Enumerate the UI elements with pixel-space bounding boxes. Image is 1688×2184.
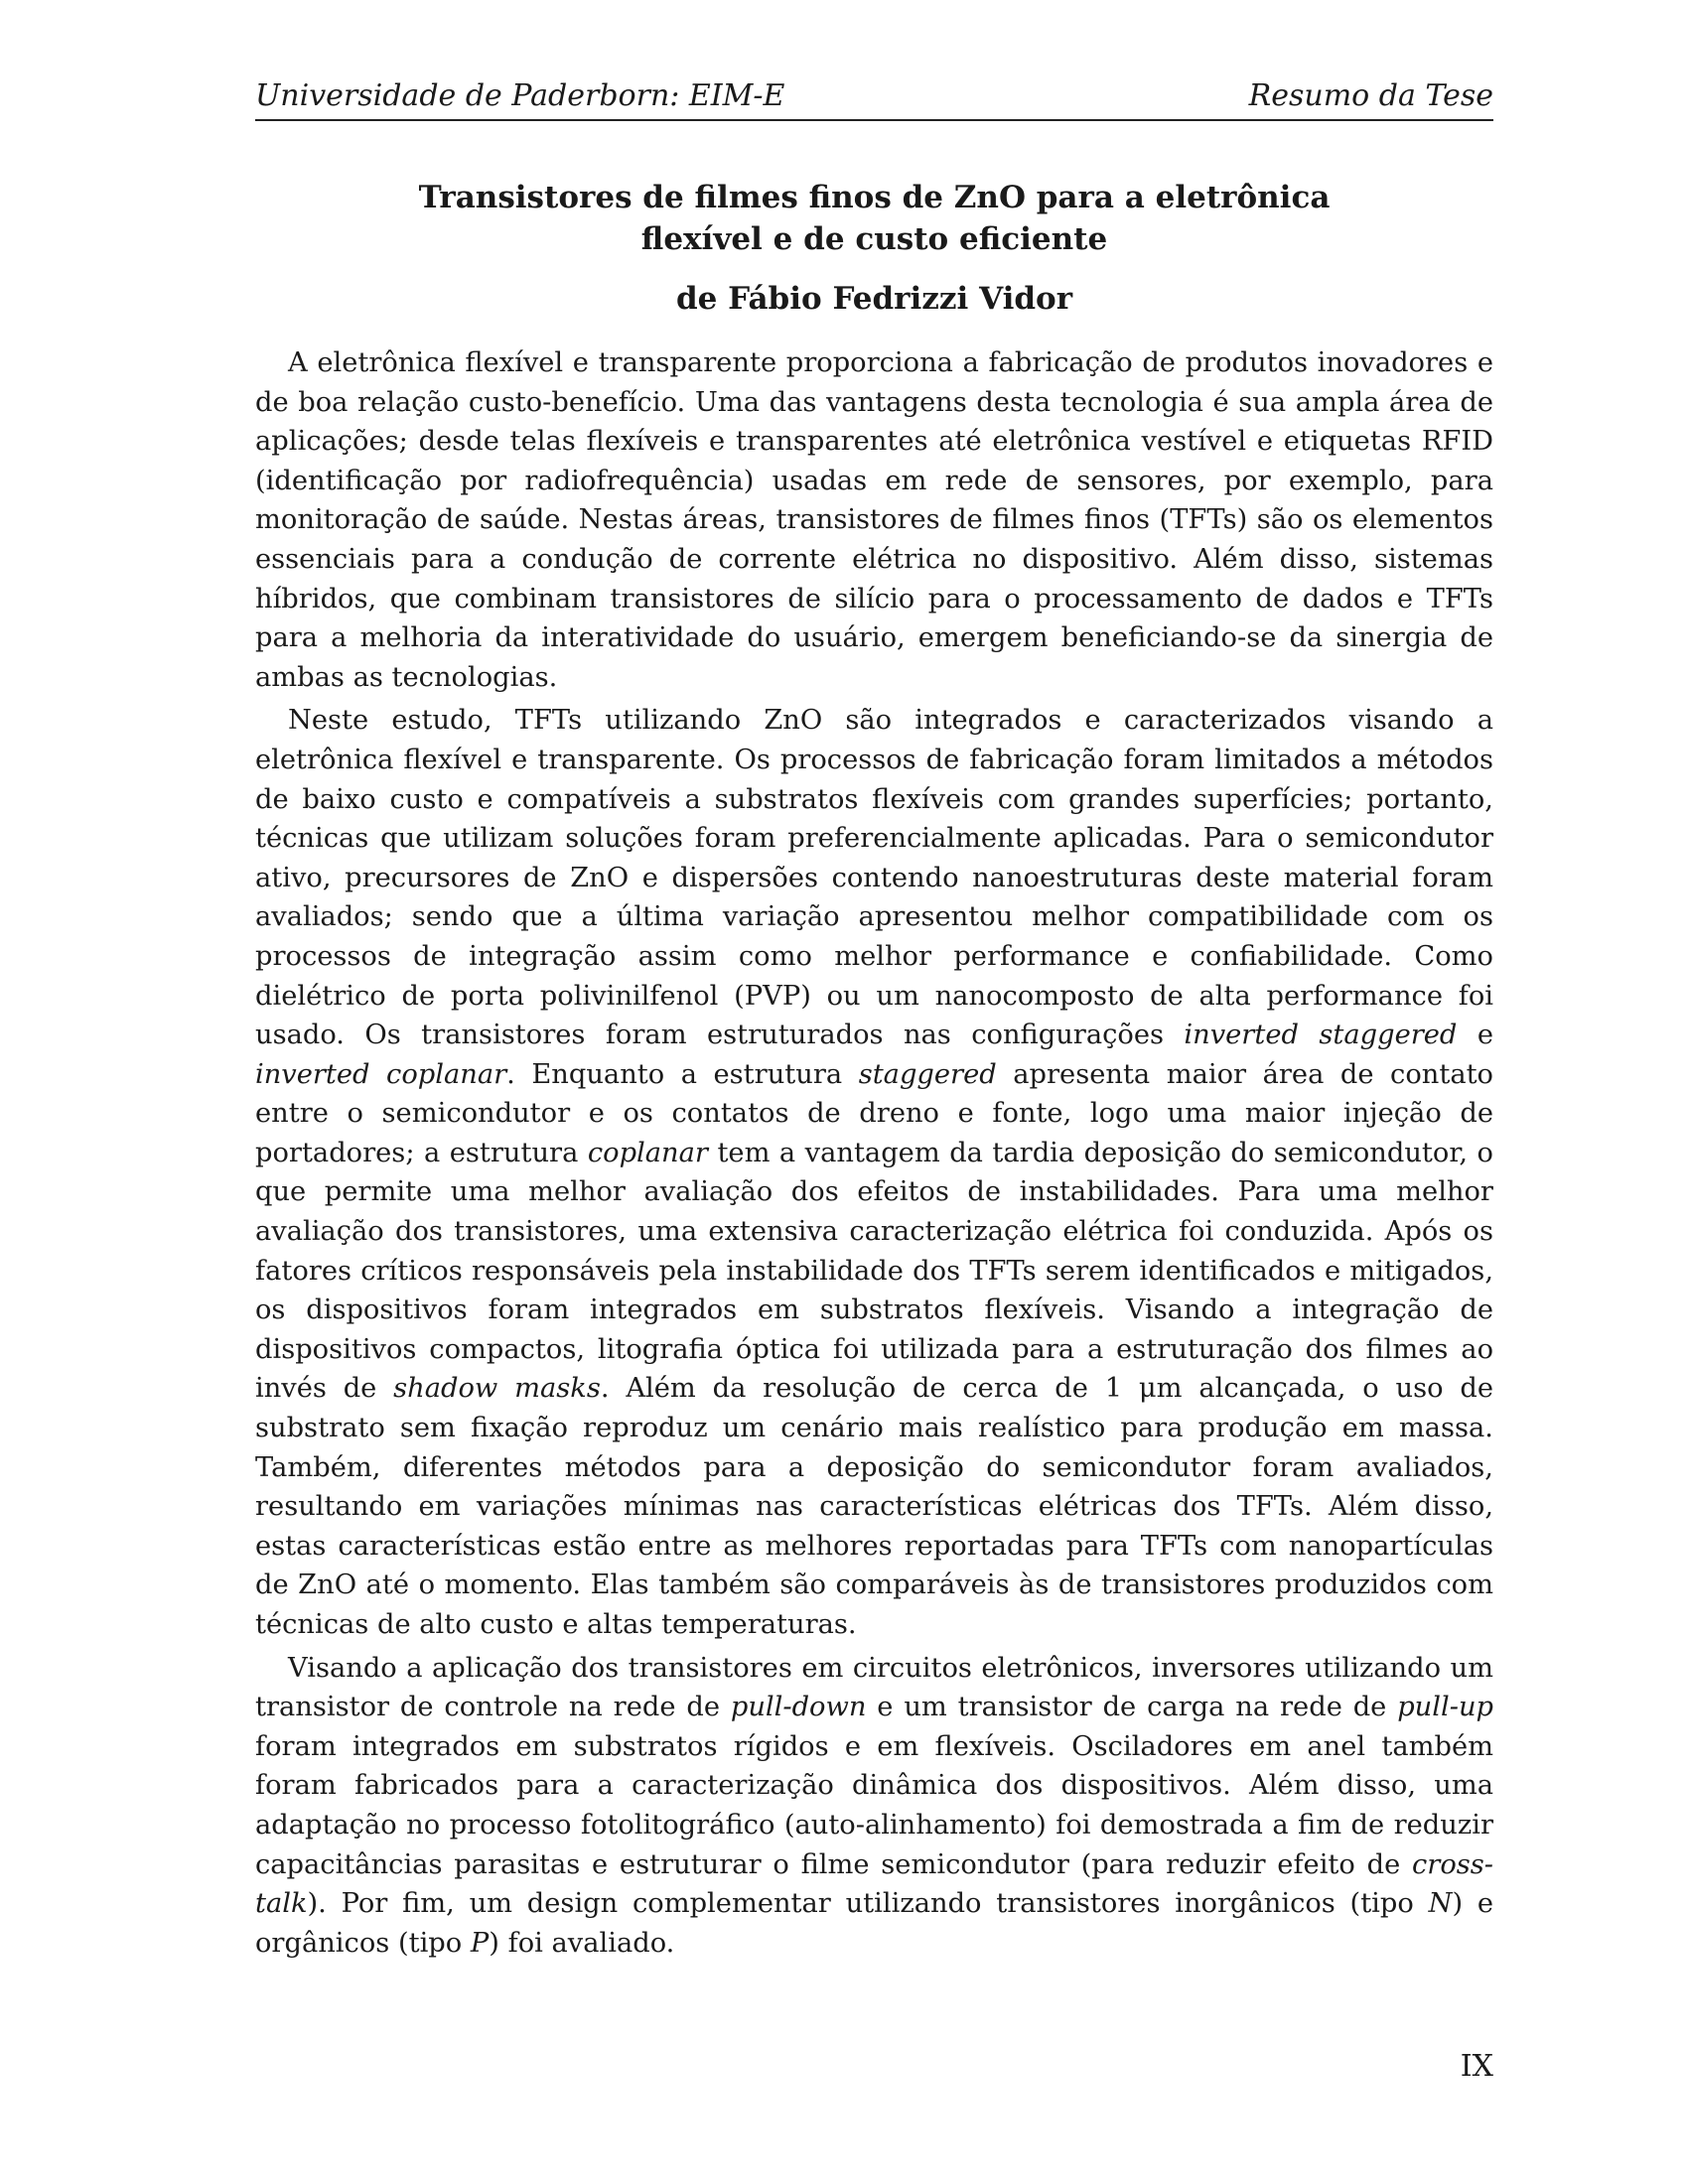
paragraph-1: A eletrônica flexível e transparente proporciona a fabricação de produtos inovadores e de boa relação custo-benefício. Uma das vantagens desta tecnologia é sua ampla área de aplicações; desde telas flexíveis e transparentes até eletrônica vestível e etiquetas RFID (identificação por radiofrequência) usadas em rede de sensores, por exemplo, para monitoração de saúde. Nestas áreas, transistores de filmes finos (TFTs) são os elementos essenciais para a condução de corrente elétrica no dispositivo. Além disso, sistemas híbridos, que combinam transistores de silício para o processamento de dados e TFTs para a melhoria da interatividade do usuário, emergem beneficiando-se da sinergia de ambas as tecnologias. (255, 347, 1493, 693)
p2-italic-5: shadow masks (393, 1373, 601, 1405)
p2-italic-4: coplanar (587, 1137, 708, 1168)
p3-text-a: Visando a aplicação dos transistores em circuitos eletrônicos, inversores utilizando um transistor de controle na rede de (255, 1652, 1493, 1723)
p2-italic-1: inverted staggered (1184, 1020, 1458, 1051)
p2-italic-3: staggered (858, 1058, 997, 1090)
p3-text-e: ) e orgânicos (tipo (255, 1888, 1494, 1959)
p2-text-a: Neste estudo, TFTs utilizando ZnO são integrados e caracterizados visando a eletrônica flexível e transparente. Os processos de fabricação foram limitados a métodos de baixo custo e compatíveis a substratos flexíveis com grandes superfícies; portanto, técnicas que utilizam soluções foram preferencialmente aplicadas. Para o semicondutor ativo, precursores de ZnO e dispersões contendo nanoestruturas deste material foram avaliados; sendo que a última variação apresentou melhor compatibilidade com os processos de integração assim como melhor performance e confiabilidade. Como dielétrico de porta polivinilfenol (PVP) ou um nanocomposto de alta performance foi usado. Os transistores foram estruturados nas configurações (255, 705, 1493, 1051)
p3-text-f: ) foi avaliado. (489, 1927, 675, 1959)
paragraph-3 (255, 1649, 1493, 1964)
p2-text-d: apresenta maior área de contato entre o semicondutor e os contatos de dreno e fonte, logo uma maior injeção de portadores; a estrutura (255, 1058, 1493, 1168)
p3-text-d: ). Por fim, um design complementar utilizando transistores inorgânicos (tipo (307, 1888, 1429, 1920)
abstract-body (255, 343, 1493, 1967)
p3-text-c: foram integrados em substratos rígidos e em flexíveis. Osciladores em anel também foram fabricados para a caracterização dinâmica dos dispositivos. Além disso, uma adaptação no processo fotolitográfico (auto-alinhamento) foi demostrada a fim de reduzir capacitâncias parasitas e estruturar o filme semicondutor (para reduzir efeito de (255, 1730, 1493, 1880)
paragraph-2 (255, 701, 1493, 1644)
page-number: IX (1460, 2049, 1493, 2084)
title-block (255, 177, 1493, 320)
title-line-1: Transistores de filmes finos de ZnO para a eletrônica (418, 180, 1331, 215)
title-line-2: flexível e de custo eficiente (640, 221, 1108, 257)
header-left: Universidade de Paderborn: EIM-E (255, 78, 785, 113)
p3-italic-4: N (1428, 1888, 1453, 1920)
p3-italic-3: cross-talk (255, 1848, 1493, 1920)
p3-text-b: e um transistor de carga na rede de (866, 1692, 1398, 1723)
p2-text-c: . Enquanto a estrutura (506, 1058, 859, 1090)
p3-italic-1: pull-down (730, 1692, 867, 1723)
p2-italic-2: inverted coplanar (255, 1058, 507, 1090)
p3-italic-2: pull-up (1397, 1692, 1493, 1723)
thesis-title (255, 177, 1493, 260)
p2-text-b: e (1457, 1020, 1493, 1051)
p3-italic-5: P (470, 1927, 490, 1959)
author-line: de Fábio Fedrizzi Vidor (675, 281, 1073, 317)
p2-text-e: tem a vantagem da tardia deposição do semicondutor, o que permite uma melhor avaliação dos efeitos de instabilidades. Para uma melhor avaliação dos transistores, uma extensiva caracterização elétrica foi conduzida. Após os fatores críticos responsáveis pela instabilidade dos TFTs serem identificados e mitigados, os dispositivos foram integrados em substratos flexíveis. Visando a integração de dispositivos compactos, litografia óptica foi utilizada para a estruturação dos filmes ao invés de (255, 1137, 1493, 1405)
page-header (255, 71, 1493, 121)
p2-text-f: . Além da resolução de cerca de 1 μm alcançada, o uso de substrato sem fixação reproduz um cenário mais realístico para produção em massa. Também, diferentes métodos para a deposição do semicondutor foram avaliados, resultando em variações mínimas nas características elétricas dos TFTs. Além disso, estas características estão entre as melhores reportadas para TFTs com nanopartículas de ZnO até o momento. Elas também são comparáveis às de transistores produzidos com técnicas de alto custo e altas temperaturas. (255, 1373, 1493, 1640)
header-right: Resumo da Tese (1248, 78, 1493, 113)
